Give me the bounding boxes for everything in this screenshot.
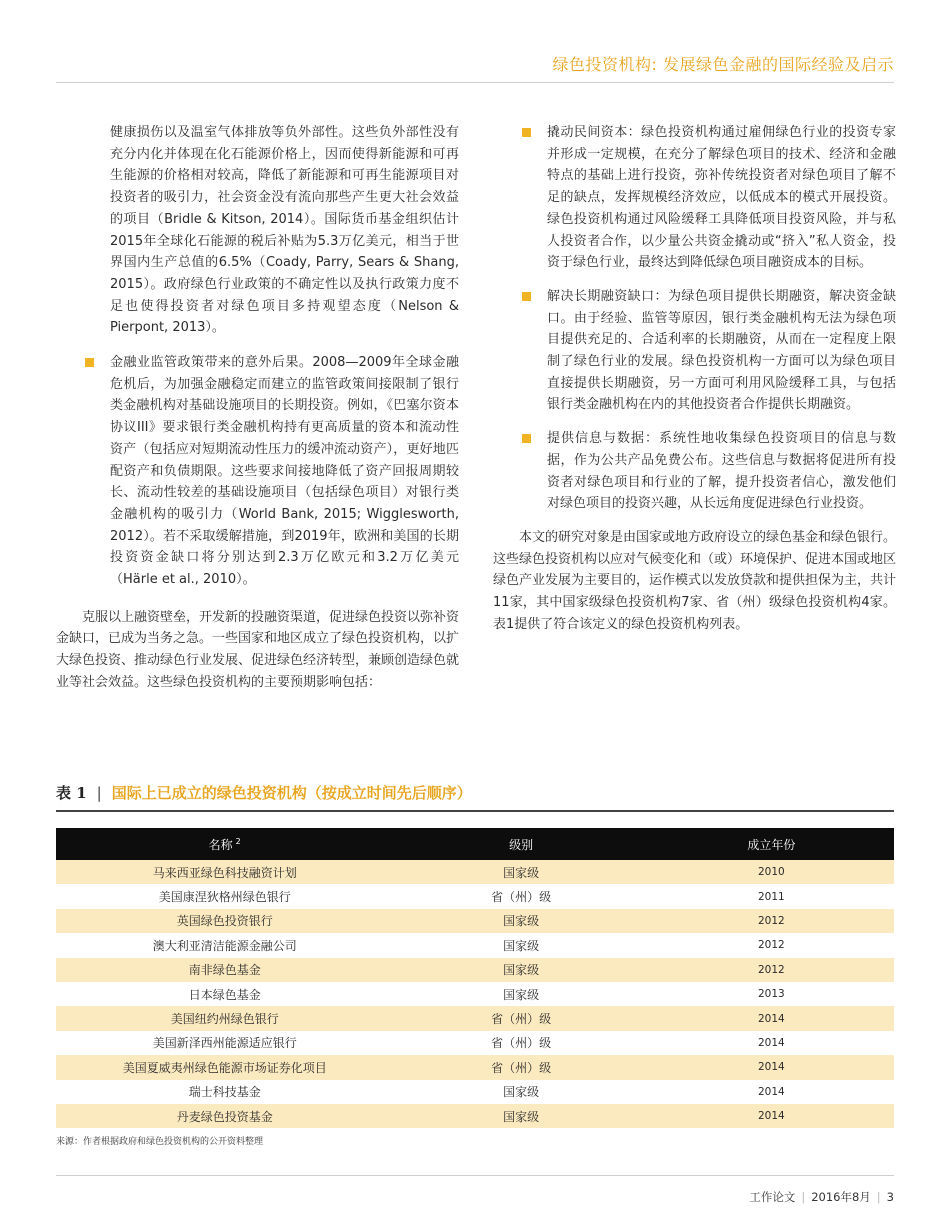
table-title-rule xyxy=(56,810,894,812)
cell-name: 美国新泽西州能源适应银行 xyxy=(152,1036,297,1051)
cell-name: 美国夏威夷州绿色能源市场证券化项目 xyxy=(56,1055,393,1079)
table-header-row xyxy=(56,828,894,860)
bullet-square-icon xyxy=(85,358,94,367)
bullet-square-icon xyxy=(522,434,531,443)
table-row xyxy=(56,1006,894,1030)
footer-divider xyxy=(56,1175,894,1176)
cell-year: 2012 xyxy=(757,939,785,952)
right-bullet-item xyxy=(493,122,896,274)
footnote-marker: 2 xyxy=(235,836,241,846)
cell-year: 2011 xyxy=(757,890,785,903)
cell-level: 国家级 xyxy=(393,860,648,884)
footer-separator: | xyxy=(801,1190,806,1204)
column-header-year: 成立年份 xyxy=(649,828,894,860)
cell-year: 2013 xyxy=(757,988,785,1001)
running-header-title: 绿色投资机构: 发展绿色金融的国际经验及启示 xyxy=(552,55,894,74)
column-header-name: 名称 $^2$ xyxy=(56,828,393,860)
right-column xyxy=(493,122,896,635)
table-row xyxy=(56,1031,894,1055)
cell-name: 英国绿色投资银行 xyxy=(56,909,393,933)
cell-level: 国家级 xyxy=(393,1104,648,1128)
cell-year: 2010 xyxy=(649,860,894,884)
cell-year: 2014 xyxy=(649,1006,894,1030)
cell-level: 省（州）级 xyxy=(393,1055,648,1079)
cell-year: 2012 xyxy=(649,909,894,933)
table-label: 表 1 xyxy=(56,784,87,802)
table-source-note: 来源：作者根据政府和绿色投资机构的公开资料整理 xyxy=(56,1137,264,1147)
institutions-table xyxy=(56,828,894,1128)
table-caption: 国际上已成立的绿色投资机构（按成立时间先后顺序） xyxy=(111,784,472,802)
cell-name: 澳大利亚清洁能源金融公司 xyxy=(152,938,297,953)
cell-level: 国家级 xyxy=(503,1085,540,1100)
cell-name: 日本绿色基金 xyxy=(188,987,261,1002)
cell-year: 2014 xyxy=(649,1104,894,1128)
left-bullet-text: 金融业监管政策带来的意外后果。2008—2009年全球金融危机后，为加强金融稳定而建立的监管政策间接限制了银行类金融机构对基础设施项目的长期投资。例如，《巴塞尔资本协议III》要求银行类金融机构持有更高质量的资本和流动性资产（包括应对短期流动性压力的缓冲流动资产），更好地匹配资产和负债期限。这些要求间接地降低了资产回报周期较长、流动性较差的基础设施项目（包括绿色项目）对银行类金融机构的吸引力（World Bank, 2015; Wigglesworth, 2012）。若不采取缓解措施，到2019年，欧洲和美国的长期投资资金缺口将分别达到2.3万亿欧元和3.2万亿美元（Härle et al., 2010）。 xyxy=(110,355,459,588)
cell-level: 国家级 xyxy=(393,909,648,933)
table-row xyxy=(56,884,894,908)
page-number: 3 xyxy=(886,1190,894,1204)
footer-date: 2016年8月 xyxy=(811,1190,871,1204)
table-body xyxy=(56,860,894,1128)
cell-year: 2014 xyxy=(649,1055,894,1079)
table-row xyxy=(56,982,894,1006)
cell-name: 美国纽约州绿色银行 xyxy=(56,1006,393,1030)
table-row xyxy=(56,1080,894,1104)
table-row xyxy=(56,909,894,933)
cell-level: 国家级 xyxy=(503,987,540,1002)
cell-name: 丹麦绿色投资基金 xyxy=(56,1104,393,1128)
footer-separator: | xyxy=(876,1190,881,1204)
cell-name: 美国康涅狄格州绿色银行 xyxy=(158,890,291,905)
cell-level: 省（州）级 xyxy=(393,1006,648,1030)
right-bullet-text: 解决长期融资缺口：为绿色项目提供长期融资，解决资金缺口。由于经验、监管等原因，银行类金融机构无法为绿色项目提供充足的、合适利率的长期融资，从而在一定程度上限制了绿色行业的发展。绿色投资机构一方面可以为绿色项目直接提供长期融资，另一方面可利用风险缓释工具，与包括银行类金融机构在内的其他投资者合作提供长期融资。 xyxy=(547,288,896,413)
table-title-separator: | xyxy=(96,783,102,802)
bullet-square-icon xyxy=(522,292,531,301)
cell-year: 2014 xyxy=(757,1085,785,1098)
cell-level: 省（州）级 xyxy=(491,890,552,905)
left-bullet-item xyxy=(56,352,459,591)
cell-level: 国家级 xyxy=(393,958,648,982)
table-row xyxy=(56,860,894,884)
cell-year: 2012 xyxy=(649,958,894,982)
cell-level: 国家级 xyxy=(503,938,540,953)
column-header-level: 级别 xyxy=(393,828,648,860)
footer-publication: 工作论文 xyxy=(749,1190,796,1204)
table-title xyxy=(56,782,472,803)
table-row xyxy=(56,1104,894,1128)
right-bullet-text: 撬动民间资本：绿色投资机构通过雇佣绿色行业的投资专家并形成一定规模，在充分了解绿色项目的技术、经济和金融特点的基础上进行投资，弥补传统投资者对绿色项目了解不足的缺点，发挥规模经济效应，以低成本的模式开展投资。绿色投资机构通过风险缓释工具降低项目投资风险，并与私人投资者合作，以少量公共资金撬动或“挤入”私人资金，投资于绿色行业，最终达到降低绿色项目融资成本的目标。 xyxy=(547,125,896,271)
bullet-square-icon xyxy=(522,128,531,137)
cell-name: 南非绿色基金 xyxy=(56,958,393,982)
table-row xyxy=(56,958,894,982)
left-intro-paragraph: 健康损伤以及温室气体排放等负外部性。这些负外部性没有充分内化并体现在化石能源价格上，因而使得新能源和可再生能源的价格相对较高，降低了新能源和可再生能源项目对投资者的吸引力，社会资金没有流向那些产生更大社会效益的项目（Bridle & Kitson, 2014）。国际货币基金组织估计2015年全球化石能源的税后补贴为5.3万亿美元，相当于世界国内生产总值的6.5%（Coady, Parry, Sears & Shang, 2015）。政府绿色行业政策的不确定性以及执行政策力度不足也使得投资者对绿色项目多持观望态度（Nelson & Pierpont, 2013）。 xyxy=(110,125,459,336)
cell-name: 马来西亚绿色科技融资计划 xyxy=(56,860,393,884)
right-bullet-item xyxy=(493,286,896,416)
cell-name: 瑞士科技基金 xyxy=(188,1085,261,1100)
left-body-paragraph: 克服以上融资壁垒，开发新的投融资渠道，促进绿色投资以弥补资金缺口，已成为当务之急。一些国家和地区成立了绿色投资机构，以扩大绿色投资、推动绿色行业发展、促进绿色经济转型，兼顾创造绿色就业等社会效益。这些绿色投资机构的主要预期影响包括： xyxy=(56,609,460,690)
header-divider xyxy=(56,82,894,83)
left-column xyxy=(56,122,459,694)
right-body-paragraph: 本文的研究对象是由国家或地方政府设立的绿色基金和绿色银行。这些绿色投资机构以应对气候变化和（或）环境保护、促进本国或地区绿色产业发展为主要目的，运作模式以发放贷款和提供担保为主，共计11家，其中国家级绿色投资机构7家、省（州）级绿色投资机构4家。表1提供了符合该定义的绿色投资机构列表。 xyxy=(493,529,897,632)
right-bullet-item xyxy=(493,428,896,515)
table-row xyxy=(56,933,894,957)
page-footer xyxy=(749,1189,894,1205)
cell-level: 省（州）级 xyxy=(491,1036,552,1051)
cell-year: 2014 xyxy=(757,1036,785,1049)
right-bullet-text: 提供信息与数据：系统性地收集绿色投资项目的信息与数据，作为公共产品免费公布。这些信息与数据将促进所有投资者对绿色项目和行业的了解，提升投资者信心，激发他们对绿色项目的投资兴趣，从长远角度促进绿色行业投资。 xyxy=(547,431,896,512)
table-row xyxy=(56,1055,894,1079)
